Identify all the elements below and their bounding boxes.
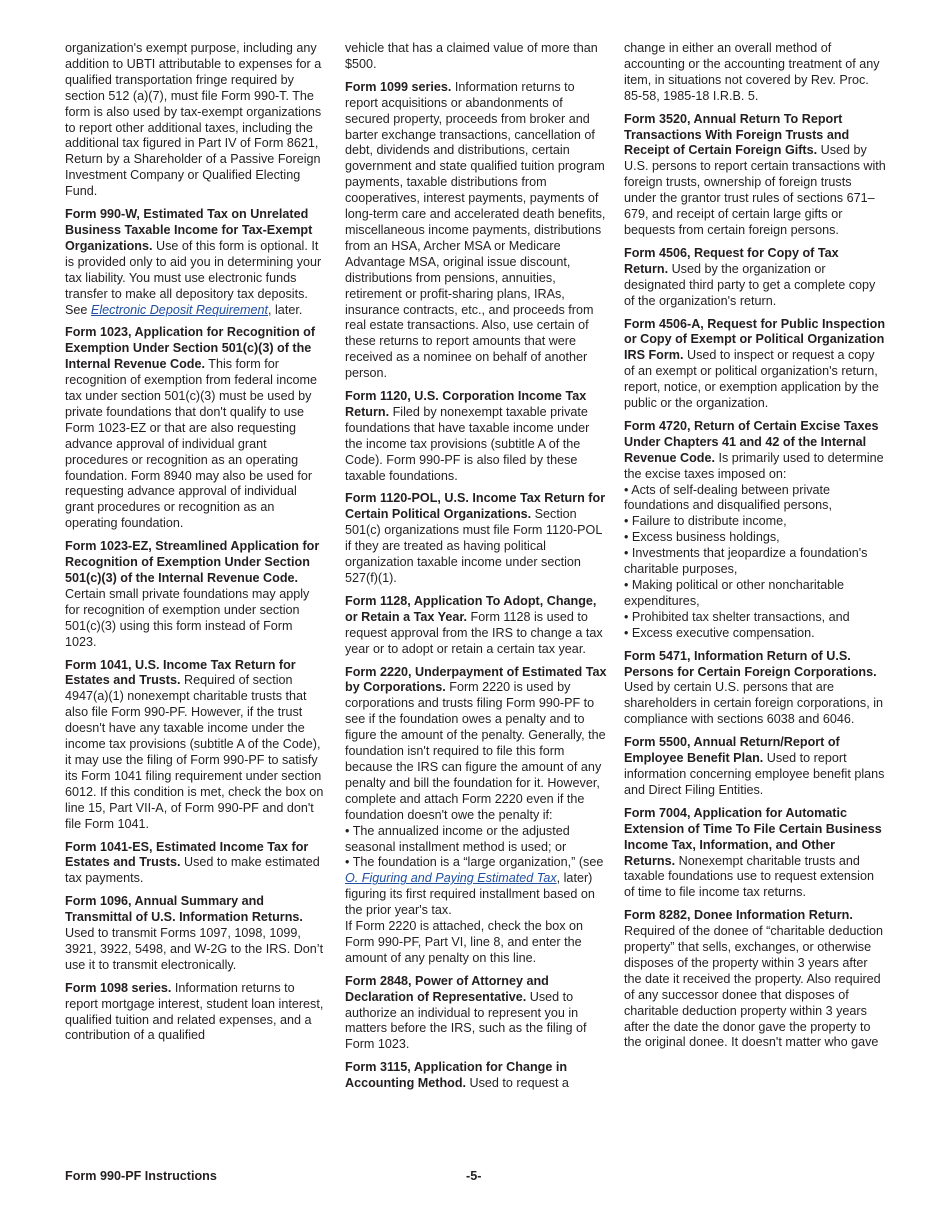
heading-form-5471: Form 5471, Information Return of U.S. Persons for Certain Foreign Corporations. bbox=[624, 648, 877, 679]
heading-form-1041: Form 1041, U.S. Income Tax Return for Estates and Trusts. bbox=[65, 657, 296, 688]
paragraph-form-4506: Form 4506, Request for Copy of Tax Return. Used by the organization or designated third party to get a complete copy of the organization's return. bbox=[624, 245, 876, 308]
column-right bbox=[624, 41, 886, 1058]
paragraph-form-1096: Form 1096, Annual Summary and Transmittal of U.S. Information Returns. Used to transmit Forms 1097, 1098, 1099, 3921, 3922, 5498, and W-2G to the IRS. Don’t use it to transmit electronically. bbox=[65, 894, 324, 972]
paragraph-form-1041-es: Form 1041-ES, Estimated Income Tax for Estates and Trusts. Used to make estimated tax payments. bbox=[65, 839, 320, 886]
list-item: • The foundation is a “large organization,” (see O. Figuring and Paying Estimated Tax, later) figuring its first required installment based on the prior year's tax. bbox=[345, 855, 604, 918]
paragraph-form-4506-a: Form 4506-A, Request for Public Inspection or Copy of Exempt or Political Organization IRS Form. Used to inspect or request a copy of an exempt or political organization's return, report, notice, or exemption application by the public or the organization. bbox=[624, 316, 886, 411]
paragraph-form-1023-ez: Form 1023-EZ, Streamlined Application for Recognition of Exemption Under Section 501(c)(3) of the Internal Revenue Code. Certain small private foundations may apply for recognition of exemption under section 501(c)(3) using this form instead of Form 1023. bbox=[65, 539, 320, 649]
paragraph-form-1041: Form 1041, U.S. Income Tax Return for Estates and Trusts. Required of section 4947(a)(1) nonexempt charitable trusts that also file Form 990-PF. However, if the trust doesn't have any taxable income under the income tax provisions (subtitle A of the Code), it may use the filing of Form 990-PF to satisfy its Form 1041 filing requirement under section 6012. If this condition is met, check the box on line 15, Part VII-A, of Form 990-PF and don't file Form 1041. bbox=[65, 657, 324, 831]
paragraph-form-1120: Form 1120, U.S. Corporation Income Tax Return. Filed by nonexempt taxable private foundations that have taxable income under the income tax provisions (subtitle A of the Code). Form 990-PF is also filed by these taxable foundations. bbox=[345, 389, 590, 483]
paragraph-form-4720: Form 4720, Return of Certain Excise Taxes Under Chapters 41 and 42 of the Internal Revenue Code. Is primarily used to determine the excise taxes imposed on: • Acts of self-dealing between private foundations and disqualified persons, • Failure to distribute income, • Excess business holdings, • Investments that jeopardize a foundation's charitable purposes, • Making political or other noncharitable expenditures, • Prohibited tax shelter transactions, and • Excess executive compensation. bbox=[624, 419, 886, 642]
bullet-icon: • bbox=[624, 514, 629, 529]
list-item: • Excess executive compensation. bbox=[624, 625, 815, 640]
paragraph-form-990w: Form 990-W, Estimated Tax on Unrelated Business Taxable Income for Tax-Exempt Organizations. Use of this form is optional. It is provided only to aid you in determining your tax liability. You must use electronic funds transfer to make all depository tax deposits. See Electronic Deposit Requirement, later. bbox=[65, 207, 322, 317]
heading-form-7004: Form 7004, Application for Automatic Extension of Time To File Certain Business Income Tax, Information, and Other Returns. bbox=[624, 805, 882, 868]
bullet-icon: • bbox=[624, 609, 629, 624]
list-item: • Excess business holdings, bbox=[624, 530, 780, 545]
paragraph-continued-990t: organization's exempt purpose, including any addition to UBTI attributable to expenses for a qualified transportation fringe required by section 512 (a)(7), must file Form 990-T. The form is also used by tax-exempt organizations to report other additional taxes, including the additional tax figured in Part IV of Form 8621, Return by a Shareholder of a Passive Foreign Investment Company or Qualified Electing Fund. bbox=[65, 41, 322, 199]
heading-form-3520: Form 3520, Annual Return To Report Transactions With Foreign Trusts and Receipt of Certain Foreign Gifts. bbox=[624, 111, 850, 158]
heading-form-4506: Form 4506, Request for Copy of Tax Return. bbox=[624, 245, 839, 276]
paragraph-form-5500: Form 5500, Annual Return/Report of Employee Benefit Plan. Used to report information concerning employee benefit plans and Direct Filing Entities. bbox=[624, 735, 885, 797]
paragraph-form-3520: Form 3520, Annual Return To Report Transactions With Foreign Trusts and Receipt of Certain Foreign Gifts. Used by U.S. persons to report certain transactions with foreign trusts, ownership of foreign trusts under the grantor trust rules of sections 671–679, and receipt of certain large gifts or bequests from certain foreign persons. bbox=[624, 111, 886, 237]
list-item: • Making political or other noncharitable expenditures, bbox=[624, 578, 845, 608]
heading-form-8282: Form 8282, Donee Information Return. bbox=[624, 908, 853, 923]
page-number: -5- bbox=[466, 1169, 482, 1183]
list-item: • Failure to distribute income, bbox=[624, 514, 787, 529]
link-figuring-and-paying-estimated-tax[interactable]: O. Figuring and Paying Estimated Tax bbox=[345, 871, 557, 886]
heading-form-1120-pol: Form 1120-POL, U.S. Income Tax Return for Certain Political Organizations. bbox=[345, 491, 606, 522]
column-left bbox=[65, 41, 327, 1051]
bullet-icon: • bbox=[624, 530, 629, 545]
bullet-icon: • bbox=[345, 823, 350, 838]
list-item: • The annualized income or the adjusted seasonal installment method is used; or bbox=[345, 823, 570, 854]
column-middle bbox=[345, 41, 607, 1099]
heading-form-1023: Form 1023, Application for Recognition of Exemption Under Section 501(c)(3) of the Internal Revenue Code. bbox=[65, 325, 316, 372]
paragraph-form-2220: Form 2220, Underpayment of Estimated Tax by Corporations. Form 2220 is used by corporations and trusts filing Form 990-PF to see if the foundation owes a penalty and to figure the amount of the penalty. Generally, the foundation isn't required to file this form because the IRS can figure the amount of any penalty and bill the foundation for it. However, complete and attach Form 2220 even if the foundation doesn't owe the penalty if: • The annualized income or the adjusted seasonal installment method is used; or • The foundation is a “large organization,” (see O. Figuring and Paying Estimated Tax, later) figuring its first required installment based on the prior year's tax. If Form 2220 is attached, check the box on Form 990-PF, Part VI, line 8, and enter the amount of any penalty on this line. bbox=[345, 664, 607, 965]
list-item: • Investments that jeopardize a foundation's charitable purposes, bbox=[624, 546, 868, 577]
footer-form-title: Form 990-PF Instructions bbox=[65, 1169, 217, 1183]
heading-form-1023-ez: Form 1023-EZ, Streamlined Application for Recognition of Exemption Under Section 501(c)(3) of the Internal Revenue Code. bbox=[65, 539, 320, 585]
paragraph-form-7004: Form 7004, Application for Automatic Extension of Time To File Certain Business Income Tax, Information, and Other Returns. Nonexempt charitable trusts and taxable foundations use to request extension of time to file income tax returns. bbox=[624, 805, 882, 900]
heading-form-1098: Form 1098 series. bbox=[65, 980, 172, 995]
paragraph-continued-3115: change in either an overall method of accounting or the accounting treatment of any item, in situations not covered by Rev. Proc. 85-58, 1985-18 I.R.B. 5. bbox=[624, 41, 880, 103]
bullet-icon: • bbox=[624, 546, 629, 561]
paragraph-form-5471: Form 5471, Information Return of U.S. Persons for Certain Foreign Corporations. Used by certain U.S. persons that are shareholders in certain foreign corporations, in compliance with sections 6038 and 6046. bbox=[624, 648, 884, 727]
bullet-icon: • bbox=[624, 578, 629, 592]
paragraph-form-1120-pol: Form 1120-POL, U.S. Income Tax Return for Certain Political Organizations. Section 501(c) organizations must file Form 1120-POL if they are treated as having political organization taxable income under section 527(f)(1). bbox=[345, 491, 606, 585]
paragraph-form-1098: Form 1098 series. Information returns to report mortgage interest, student loan interest, qualified tuition and related expenses, and a contribution of a qualified bbox=[65, 980, 324, 1043]
paragraph-form-1023: Form 1023, Application for Recognition of Exemption Under Section 501(c)(3) of the Internal Revenue Code. This form for recognition of exemption from federal income tax under section 501(c)(3) must be used by private foundations that don't qualify to use Form 1023-EZ or that are also requesting advance approval of individual grant procedures or recognition as an operating foundation. Form 8940 may also be used for requesting advance approval of individual grant procedures or recognition as an operating foundation. bbox=[65, 325, 318, 531]
heading-form-1041-es: Form 1041-ES, Estimated Income Tax for Estates and Trusts. bbox=[65, 839, 309, 870]
paragraph-form-2848: Form 2848, Power of Attorney and Declaration of Representative. Used to authorize an individual to represent you in matters before the IRS, such as the filing of Form 1023. bbox=[345, 973, 587, 1052]
heading-form-1120: Form 1120, U.S. Corporation Income Tax Return. bbox=[345, 389, 587, 419]
heading-form-2220: Form 2220, Underpayment of Estimated Tax by Corporations. bbox=[345, 664, 607, 695]
paragraph-form-8282: Form 8282, Donee Information Return. Required of the donee of “charitable deduction property” that sells, exchanges, or otherwise disposes of the property within 3 years after the date it received the property. Also required of any successor donee that disposes of charitable deduction property within 3 years after the date the donor gave the property to the original donee. It doesn't matter who gave bbox=[624, 908, 884, 1050]
heading-form-5500: Form 5500, Annual Return/Report of Employee Benefit Plan. bbox=[624, 735, 840, 766]
bullet-icon: • bbox=[624, 482, 629, 497]
list-item: • Acts of self-dealing between private foundations and disqualified persons, bbox=[624, 482, 832, 513]
paragraph-continued-1098: vehicle that has a claimed value of more than $500. bbox=[345, 41, 598, 71]
list-item: • Prohibited tax shelter transactions, and bbox=[624, 609, 850, 624]
bullet-icon: • bbox=[624, 625, 629, 640]
link-electronic-deposit-requirement[interactable]: Electronic Deposit Requirement bbox=[90, 302, 269, 317]
heading-form-4506-a: Form 4506-A, Request for Public Inspection or Copy of Exempt or Political Organization IRS Form. bbox=[624, 316, 886, 363]
paragraph-form-1099: Form 1099 series. Information returns to report acquisitions or abandonments of secured property, proceeds from broker and barter exchange transactions, cancellation of debt, dividends and distributions, certain government and state qualified tuition program payments, taxable distributions from cooperatives, interest payments, payments of long-term care and accelerated death benefits, miscellaneous income payments, distributions from an HSA, Archer MSA or Medicare Advantage MSA, original issue discount, distributions from pensions, annuities, retirement or profit-sharing plans, IRAs, insurance contracts, etc., and proceeds from real estate transactions. Also, use certain of these returns to report amounts that were received as a nominee on behalf of another person. bbox=[345, 79, 606, 381]
heading-form-3115: Form 3115, Application for Change in Accounting Method. bbox=[345, 1060, 568, 1091]
bullet-icon: • bbox=[345, 855, 350, 870]
heading-form-1096: Form 1096, Annual Summary and Transmittal of U.S. Information Returns. bbox=[65, 894, 303, 925]
heading-form-1128: Form 1128, Application To Adopt, Change, or Retain a Tax Year. bbox=[345, 593, 597, 624]
heading-form-990w: Form 990-W, Estimated Tax on Unrelated Business Taxable Income for Tax-Exempt Organizations. bbox=[65, 207, 313, 253]
paragraph-form-1128: Form 1128, Application To Adopt, Change, or Retain a Tax Year. Form 1128 is used to request approval from the IRS to change a tax year or to adopt or retain a certain tax year. bbox=[345, 593, 603, 656]
heading-form-1099: Form 1099 series. bbox=[345, 79, 452, 94]
heading-form-4720: Form 4720, Return of Certain Excise Taxes Under Chapters 41 and 42 of the Internal Revenue Code. bbox=[624, 418, 879, 465]
heading-form-2848: Form 2848, Power of Attorney and Declaration of Representative. bbox=[345, 973, 549, 1004]
paragraph-form-3115: Form 3115, Application for Change in Accounting Method. Used to request a bbox=[345, 1060, 569, 1091]
